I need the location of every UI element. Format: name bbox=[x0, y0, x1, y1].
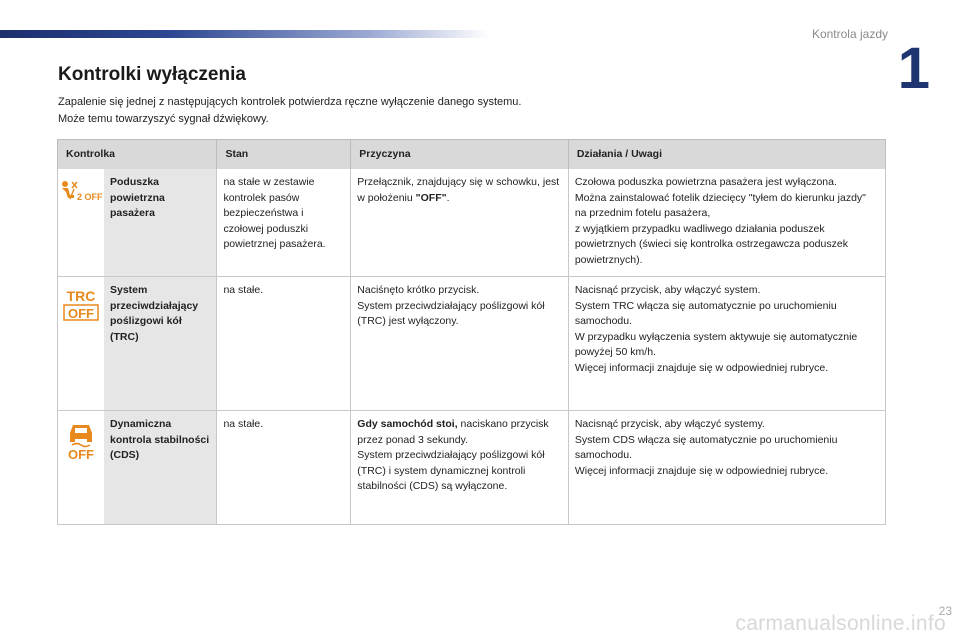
indicator-name: System przeciwdziałający poślizgowi kół (TRC) bbox=[104, 277, 217, 411]
cds-off-icon bbox=[64, 421, 98, 467]
table-row bbox=[58, 411, 886, 525]
indicator-state: na stałe. bbox=[217, 411, 351, 525]
page-title: Kontrolki wyłączenia bbox=[58, 64, 246, 85]
intro-line: Może temu towarzyszyć sygnał dźwiękowy. bbox=[58, 113, 269, 125]
chapter-number: 1 bbox=[897, 36, 930, 101]
svg-text:2 OFF: 2 OFF bbox=[77, 192, 103, 202]
indicator-icon-cell bbox=[58, 169, 105, 277]
airbag-off-icon bbox=[58, 179, 104, 211]
table-row bbox=[58, 169, 886, 277]
indicator-icon-cell bbox=[58, 411, 105, 525]
watermark: carmanualsonline.info bbox=[735, 612, 946, 635]
header-kontrolka: Kontrolka bbox=[58, 140, 217, 170]
indicator-cause: Przełącznik, znajdujący się w schowku, jest w położeniu "OFF". bbox=[351, 169, 569, 277]
svg-text:TRC: TRC bbox=[66, 288, 96, 304]
svg-text:OFF: OFF bbox=[68, 306, 94, 321]
table-header-row bbox=[58, 140, 886, 170]
svg-text:OFF: OFF bbox=[68, 447, 94, 461]
indicator-icon-cell bbox=[58, 277, 105, 411]
header-accent-bar bbox=[0, 30, 490, 38]
intro-line: Zapalenie się jednej z następujących kontrolek potwierdza ręczne wyłączenie danego systemu. bbox=[58, 96, 522, 108]
indicator-cause: Naciśnęto krótko przycisk. System przeciwdziałający poślizgowi kół (TRC) jest wyłączony. bbox=[351, 277, 569, 411]
indicator-name: Poduszka powietrzna pasażera bbox=[104, 169, 217, 277]
indicator-actions: Czołowa poduszka powietrzna pasażera jest wyłączona. Można zainstalować fotelik dziecięcy "tyłem do kierunku jazdy" na przednim fotelu pasażera, z wyjątkiem przypadku wadliwego działania poduszek powietrznych (świeci się kontrolka ostrzegawcza poduszek powietrznych). bbox=[568, 169, 885, 277]
indicator-cause: Gdy samochód stoi, naciskano przycisk przez ponad 3 sekundy. System przeciwdziałający poślizgowi kół (TRC) i system dynamicznej kontroli stabilności (CDS) są wyłączone. bbox=[351, 411, 569, 525]
indicator-actions: Nacisnąć przycisk, aby włączyć system. System TRC włącza się automatycznie po uruchomieniu samochodu. W przypadku wyłączenia system aktywuje się automatycznie powyżej 50 km/h. Więcej informacji znajduje się w odpowiedniej rubryce. bbox=[568, 277, 885, 411]
trc-off-icon bbox=[62, 287, 100, 329]
page-number: 23 bbox=[938, 604, 952, 618]
table-row bbox=[58, 277, 886, 411]
header-przyczyna: Przyczyna bbox=[351, 140, 569, 170]
indicator-actions: Nacisnąć przycisk, aby włączyć systemy. System CDS włącza się automatycznie po uruchomieniu samochodu. Więcej informacji znajduje się w odpowiedniej rubryce. bbox=[568, 411, 885, 525]
indicator-state: na stałe. bbox=[217, 277, 351, 411]
indicator-table bbox=[57, 139, 886, 525]
header-stan: Stan bbox=[217, 140, 351, 170]
section-label: Kontrola jazdy bbox=[811, 27, 888, 41]
header-dzialania: Działania / Uwagi bbox=[568, 140, 885, 170]
intro-text bbox=[58, 94, 878, 128]
indicator-name: Dynamiczna kontrola stabilności (CDS) bbox=[104, 411, 217, 525]
indicator-state: na stałe w zestawie kontrolek pasów bezpieczeństwa i czołowej poduszki powietrznej pasażera. bbox=[217, 169, 351, 277]
